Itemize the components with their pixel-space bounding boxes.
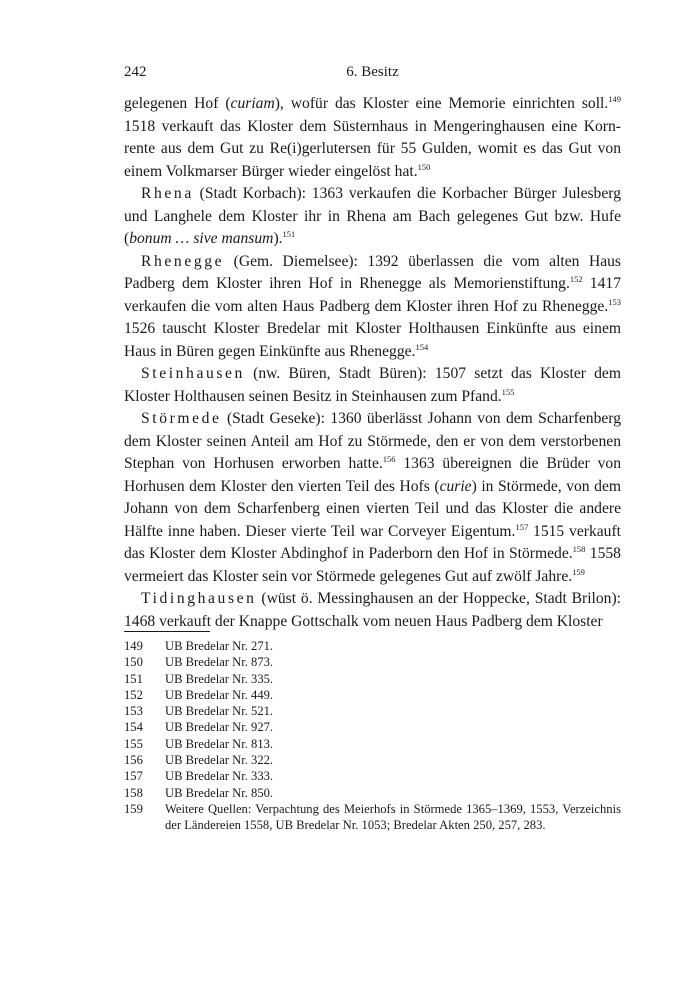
paragraph-rhenegge — [124, 251, 621, 364]
footnote-number: 155 — [124, 736, 143, 751]
footnote-number: 152 — [124, 687, 143, 702]
footnote-ref[interactable]: 151 — [282, 229, 296, 239]
text-run: 1518 verkauft das Kloster dem Süsternhaus in Mengeringhausen eine Kornrente aus dem Gut zu Re(i)gerlutersen für 55 Gulden, womit es das Gut von einem Volkmarser Bürger wieder eingelöst hat. — [124, 117, 621, 180]
paragraph-rhena — [124, 183, 621, 251]
footnote-text: Weitere Quellen: Verpachtung des Meierhofs in Störmede 1365–1369, 1553, Verzeichnis der Ländereien 1558, UB Bredelar Nr. 1053; Bredelar Akten 250, 257, 283. — [165, 801, 621, 833]
paragraph-hof-continuation — [124, 93, 621, 183]
main-text — [124, 93, 621, 633]
text-run: 1526 tauscht Kloster Bredelar mit Kloster Holthausen Einkünfte aus einem Haus in Büren gegen Einkünfte aus Rhenegge. — [124, 320, 621, 360]
footnote-text: UB Bredelar Nr. 449. — [165, 687, 274, 702]
footnote-number: 150 — [124, 655, 143, 670]
latin-term: curie — [439, 477, 472, 495]
paragraph-steinhausen — [124, 363, 621, 408]
footnote-text: UB Bredelar Nr. 873. — [165, 655, 274, 670]
text-run: 1417 verkaufen die vom alten Haus Padberg dem Kloster ihren Hof zu Rhenegge. — [124, 275, 621, 315]
text-run: 1558 vermeiert das Kloster sein vor Störmede gelegenes Gut auf zwölf Jahre. — [124, 545, 621, 585]
footnote-number: 156 — [124, 753, 143, 768]
footnote — [124, 703, 621, 719]
text-run: (Gem. Diemelsee): 1392 überlassen die vom alten Haus Padberg dem Kloster ihren Hof in Rhenegge als Memorienstiftung. — [124, 252, 621, 292]
text-run: 1363 übereignen die Brüder von Horhusen dem Kloster den vierten Teil des Hofs ( — [124, 455, 621, 495]
footnote-ref[interactable]: 157 — [515, 521, 529, 532]
footnote — [124, 654, 621, 670]
footnote — [124, 768, 621, 784]
footnote — [124, 719, 621, 735]
footnote-text: UB Bredelar Nr. 322. — [165, 753, 274, 768]
footnote-number: 153 — [124, 704, 143, 719]
footnote-number: 149 — [124, 639, 143, 653]
footnote — [124, 671, 621, 687]
footnote-text: UB Bredelar Nr. 813. — [165, 736, 274, 751]
footnote-number: 151 — [124, 671, 143, 686]
footnote-ref[interactable]: 154 — [415, 341, 429, 352]
latin-term: bonum … sive mansum — [129, 230, 274, 247]
footnote-text: UB Bredelar Nr. 335. — [165, 671, 274, 686]
page-number: 242 — [124, 64, 147, 80]
text-run: (wüst ö. Messinghausen an der Hoppecke, Stadt Brilon): 1468 verkauft der Knappe Gottschalk vom neuen Haus Padberg dem Kloster — [124, 590, 621, 630]
footnote-ref[interactable]: 158 — [572, 544, 586, 554]
paragraph-stoermede — [124, 408, 621, 588]
footnote-text: UB Bredelar Nr. 927. — [165, 720, 274, 735]
text-run: ). — [273, 230, 283, 247]
text-run: (nw. Büren, Stadt Büren): 1507 setzt das Kloster dem Kloster Holthausen seinen Besitz in Steinhausen zum Pfand. — [124, 365, 621, 405]
paragraph-tidinghausen — [124, 588, 621, 633]
footnote — [124, 736, 621, 752]
place-name: Steinhausen — [141, 365, 245, 382]
footnote-text: UB Bredelar Nr. 271. — [165, 639, 274, 653]
footnote-number: 154 — [124, 720, 143, 735]
place-name: Tidinghausen — [141, 590, 257, 607]
footnote-text: UB Bredelar Nr. 333. — [165, 769, 274, 784]
footnotes — [124, 638, 621, 834]
footnote-ref[interactable]: 156 — [382, 454, 396, 464]
place-name: Rhena — [141, 185, 194, 202]
footnote-ref[interactable]: 152 — [569, 274, 583, 284]
text-run: (Stadt Geseke): 1360 überlässt Johann von dem Scharfenberg dem Kloster seinen Anteil am Hof zu Störmede, den er von dem verstorbenen Stephan von Horhusen erworben hatte. — [124, 410, 621, 472]
text-run: gelegenen Hof ( — [124, 95, 231, 112]
text-run: 1515 verkauft das Kloster dem Kloster Abdinghof in Paderborn den Hof in Störmede. — [124, 522, 622, 562]
footnote-ref[interactable]: 159 — [572, 566, 585, 577]
footnote-number: 157 — [124, 769, 143, 784]
footnote-text: UB Bredelar Nr. 850. — [165, 785, 274, 800]
footnote-ref[interactable]: 149 — [608, 94, 622, 104]
running-title: 6. Besitz — [346, 64, 399, 80]
text-run: (Stadt Korbach): 1363 verkaufen die Korbacher Bürger Julesberg und Langhele dem Kloster ihr in Rhena am Bach gelegenes Gut bzw. Hufe ( — [124, 185, 621, 247]
place-name: Rhenegge — [141, 252, 225, 270]
footnote-text: UB Bredelar Nr. 521. — [165, 704, 274, 719]
footnote-number: 159 — [124, 801, 143, 816]
footnote-ref[interactable]: 150 — [417, 161, 431, 172]
footnote — [124, 638, 621, 654]
text-run: ), wofür das Kloster eine Memorie einrichten soll. — [274, 95, 609, 112]
latin-term: curiam — [230, 95, 275, 112]
footnote — [124, 801, 621, 834]
footnote — [124, 752, 621, 768]
footnote — [124, 687, 621, 703]
footnote-ref[interactable]: 153 — [608, 296, 621, 307]
footnote-ref[interactable]: 155 — [501, 386, 515, 397]
page-header — [124, 64, 621, 86]
footnote — [124, 785, 621, 801]
footnote-divider — [124, 631, 210, 632]
footnote-number: 158 — [124, 785, 143, 800]
text-run: ) in Störmede, von dem Johann von dem Scharfenberg einen vierten Teil und das Kloster die andere Hälfte inne haben. Dieser vierte Teil war Corveyer Eigentum. — [124, 477, 621, 540]
place-name: Störmede — [141, 410, 222, 427]
